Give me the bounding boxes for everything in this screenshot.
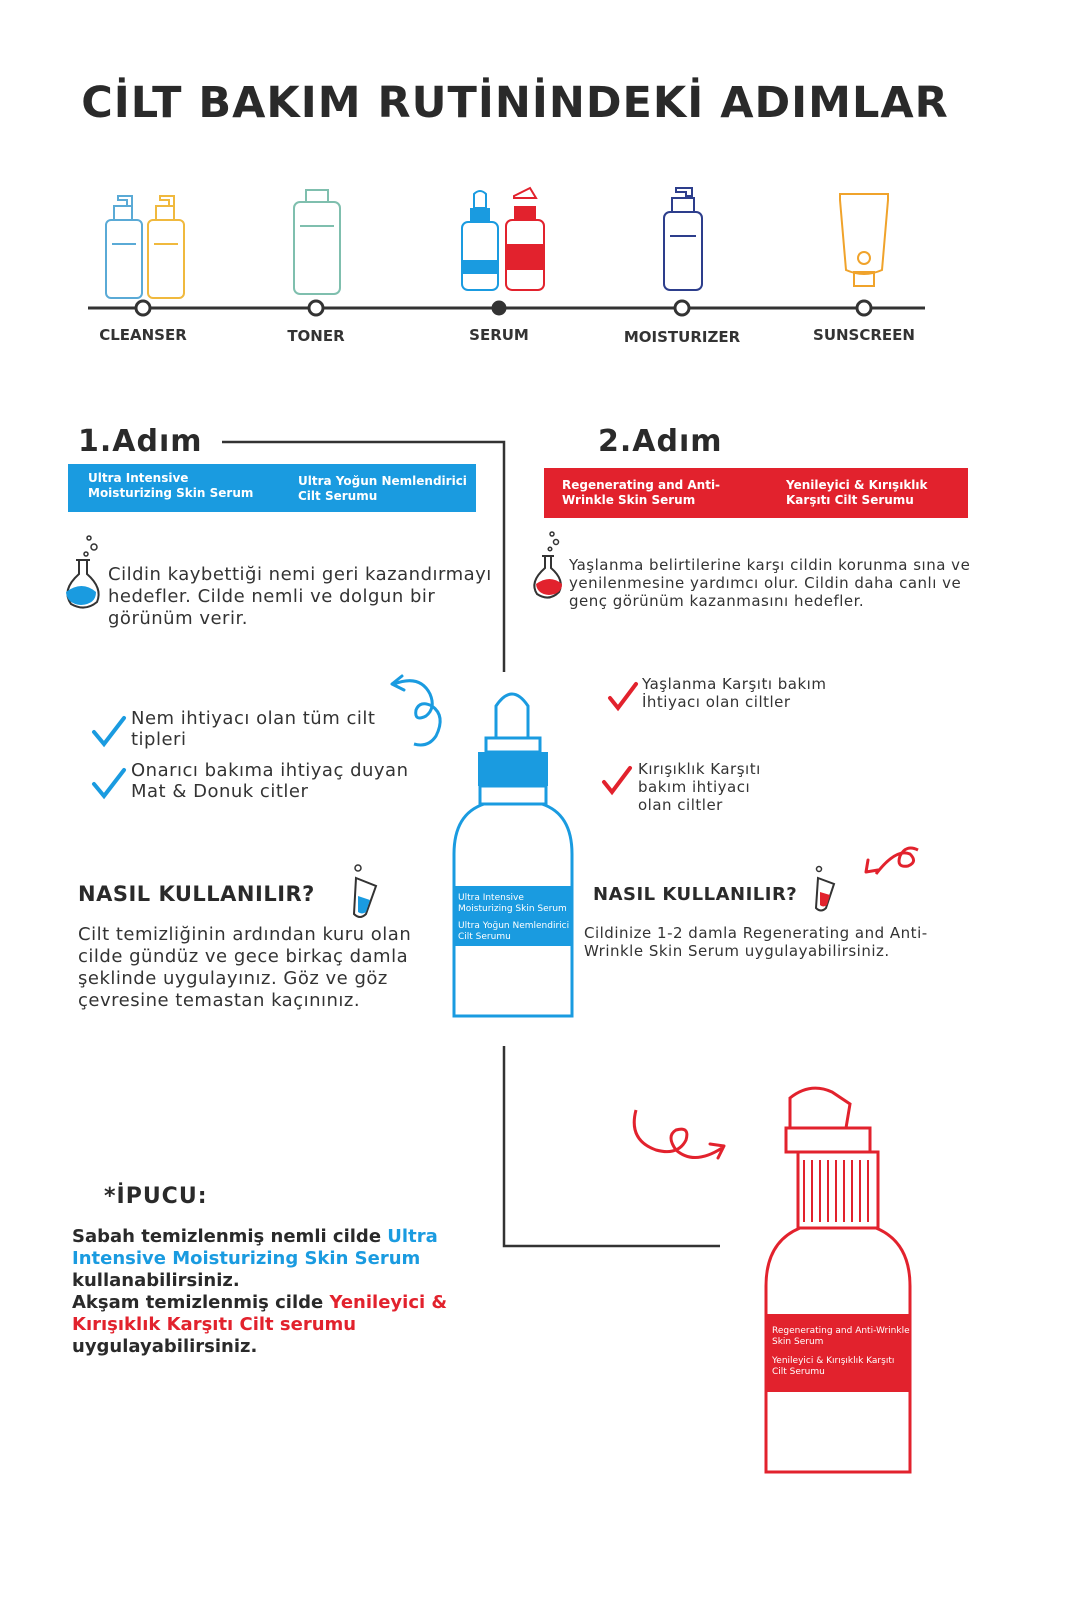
test-tube-red-icon [812,864,838,914]
red-serum-bottle-icon [760,1086,920,1486]
step1-description: Cildin kaybettiği nemi geri kazandırmayı hedefler. Cilde nemli ve dolgun bir görünüm verir. [108,564,492,629]
step-label-toner: TONER [287,327,345,345]
blue-serum-bottle-icon [442,688,582,1038]
step1-banner-tr: Ultra Yoğun Nemlendirici Cilt Serumu [298,474,467,503]
blue-bottle-label-en: Ultra Intensive Moisturizing Skin Serum [458,893,567,914]
swirl-arrow-red-icon [628,1104,738,1184]
step1-banner [68,464,476,512]
tip-line1-c: kullanabilirsiniz. [72,1270,240,1291]
page-title: CİLT BAKIM RUTİNİNDEKİ ADIMLAR [81,78,949,128]
step2-check-1: Yaşlanma Karşıtı bakım İhtiyacı olan ciltler [642,675,827,711]
tip-text [72,1226,492,1358]
check-icon-red [606,680,642,716]
step2-check-2: Kırışıklık Karşıtı bakım ihtiyacı olan ciltler [638,760,761,814]
step-label-serum: SERUM [469,326,529,344]
step1-check-1: Nem ihtiyacı olan tüm cilt tipleri [131,708,376,750]
flask-icon-blue [56,532,116,612]
check-icon [90,764,130,804]
step2-description: Yaşlanma belirtilerine karşı cildin korunma sına ve yenilenmesine yardımcı olur. Cildin daha canlı ve genç görünüm kazanmasını hedefler. [569,556,971,610]
tip-line2-c: uygulayabilirsiniz. [72,1336,258,1357]
step-label-moisturizer: MOISTURIZER [623,328,741,346]
blue-bottle-label-tr: Ultra Yoğun Nemlendirici Cilt Serumu [458,921,570,942]
step2-howto-text: Cildinize 1-2 damla Regenerating and Anti-Wrinkle Skin Serum uygulayabilirsiniz. [584,924,928,960]
step1-banner-en: Ultra Intensive Moisturizing Skin Serum [88,471,254,500]
step1-howto-text: Cilt temizliğinin ardından kuru olan cilde gündüz ve gece birkaç damla şeklinde uygulayınız. Göz ve göz çevresine temastan kaçınınız. [78,924,412,1011]
step2-banner [544,468,968,518]
test-tube-blue-icon [350,862,380,922]
tip-line2-a: Akşam temizlenmiş cilde [72,1292,330,1313]
tip-line1-product: Ultra Intensive Moisturizing Skin Serum [72,1226,438,1269]
tip-heading: *İPUCU: [104,1184,208,1209]
check-icon-red [600,764,636,800]
step1-howto-title: NASIL KULLANILIR? [78,882,315,906]
step2-howto-title: NASIL KULLANILIR? [593,884,798,905]
step1-check-2: Onarıcı bakıma ihtiyaç duyan Mat & Donuk citler [131,760,409,802]
step2-banner-en: Regenerating and Anti-Wrinkle Skin Serum [562,478,721,507]
swirl-arrow-red-small-icon [860,842,930,892]
step2-heading: 2.Adım [598,424,723,459]
step-label-sunscreen: SUNSCREEN [813,326,915,344]
step-label-cleanser: CLEANSER [99,326,187,344]
step2-banner-tr: Yenileyici & Kırışıklık Karşıtı Cilt Serumu [786,478,928,507]
step1-heading: 1.Adım [78,424,203,459]
red-bottle-label-en: Regenerating and Anti-Wrinkle Skin Serum [772,1326,910,1347]
check-icon [90,712,130,752]
red-bottle-label-tr: Yenileyici & Kırışıklık Karşıtı Cilt Serumu [772,1356,895,1377]
tip-line2-product: Yenileyici & Kırışıklık Karşıtı Cilt serumu [72,1292,448,1335]
tip-line1-a: Sabah temizlenmiş nemli cilde [72,1226,388,1247]
